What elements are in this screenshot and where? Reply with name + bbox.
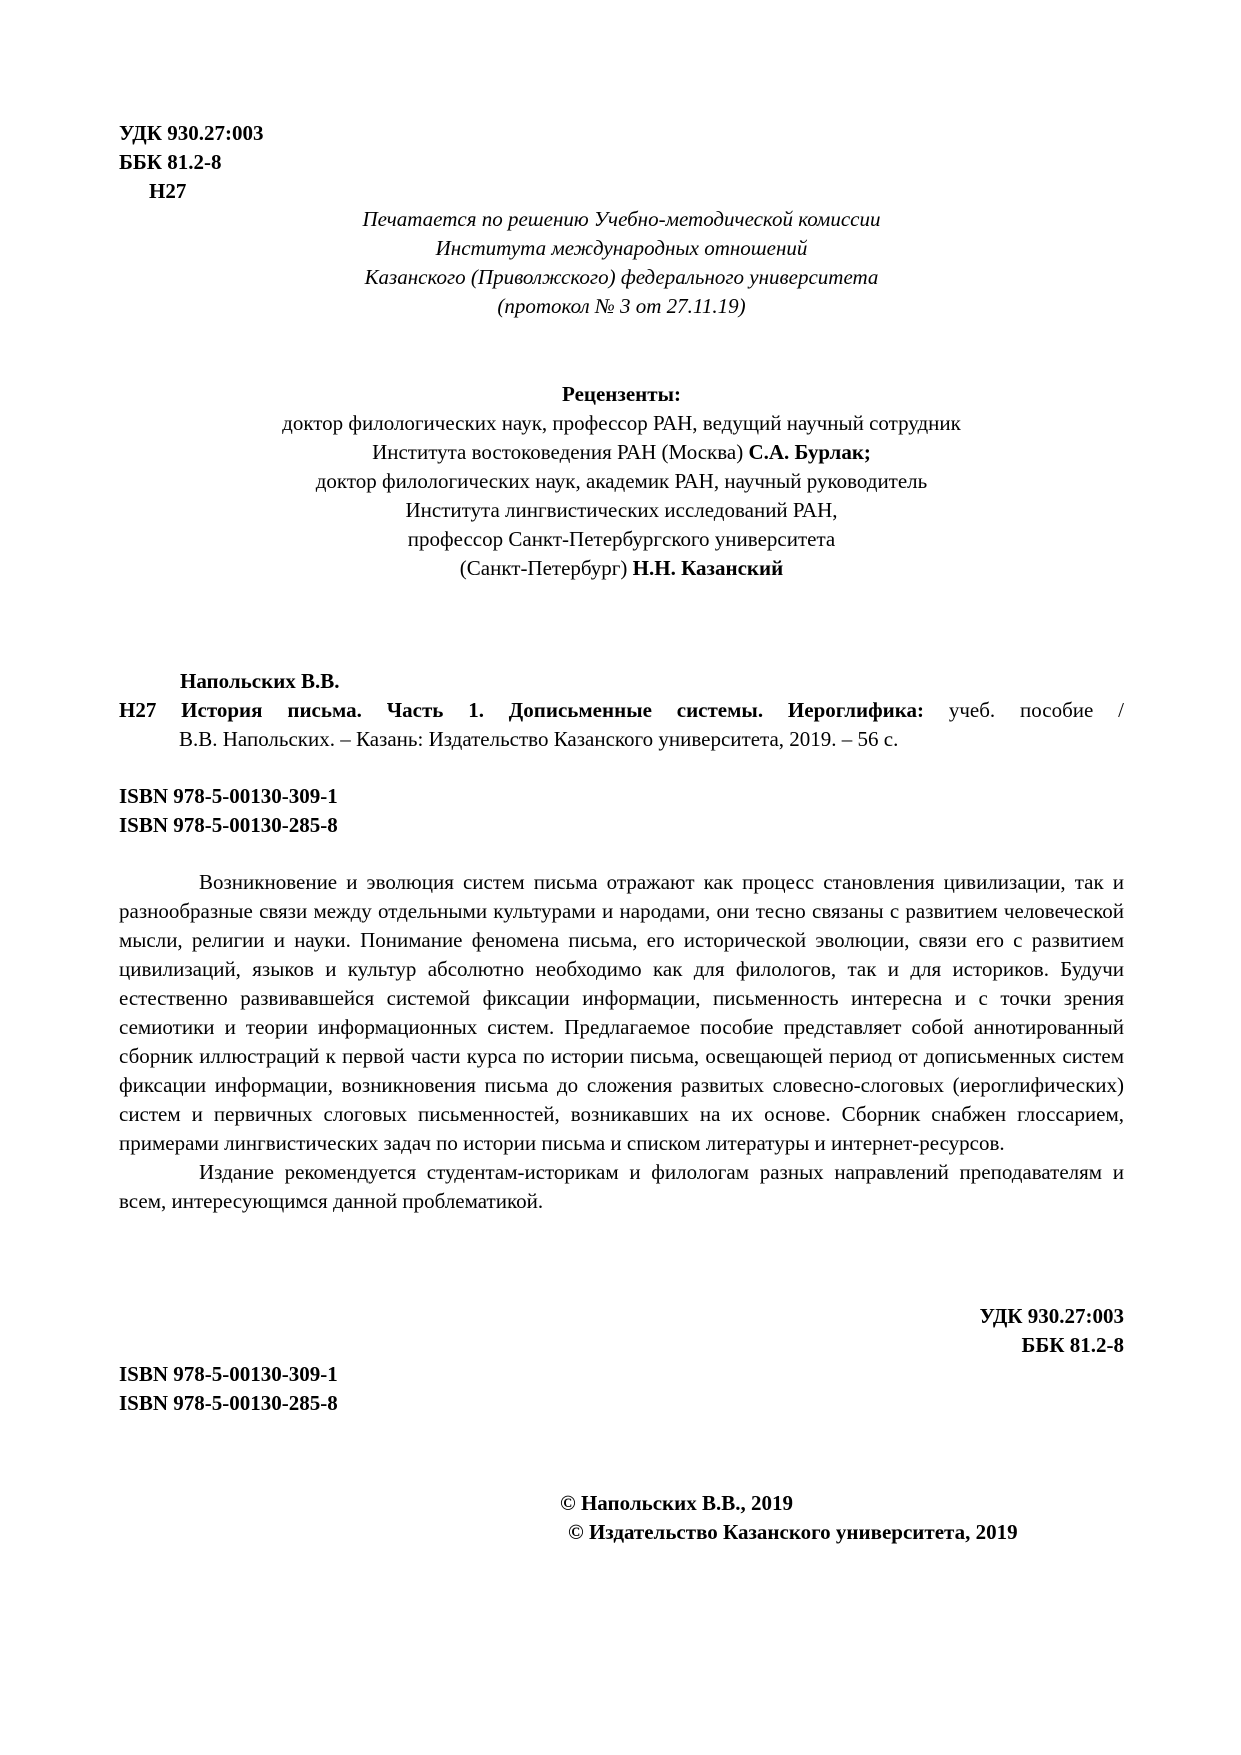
reviewer-line: профессор Санкт-Петербургского университета [407,527,836,551]
bibliographic-record [119,696,1124,754]
isbn-block-bottom [119,1360,619,1418]
reviewer-name: Н.Н. Казанский [632,556,784,580]
reviewer-line [119,438,1124,467]
author-mark: Н27 [149,179,187,203]
classification-top [119,119,519,206]
bbk-code: ББК 81.2-8 [1021,1333,1124,1357]
isbn: ISBN 978-5-00130-309-1 [119,1362,338,1386]
isbn: ISBN 978-5-00130-309-1 [119,784,338,808]
reviewer-name: С.А. Бурлак; [748,440,871,464]
copyright-author: © Напольских В.В., 2019 [560,1491,793,1515]
bbk-code: ББК 81.2-8 [119,150,222,174]
abstract-paragraph: Издание рекомендуется студентам-историкам и филологам разных направлений преподавателям и всем, интересующимся данной проблематикой. [119,1160,1124,1213]
approval-line: Казанского (Приволжского) федерального университета [364,265,879,289]
reviewer-affiliation: Института востоковедения РАН (Москва) [372,440,749,464]
isbn: ISBN 978-5-00130-285-8 [119,1391,338,1415]
record-title: Н27 История письма. Часть 1. Дописьменные системы. Иероглифика: [119,698,925,722]
udk-code: УДК 930.27:003 [119,121,264,145]
reviewer-line [119,554,1124,583]
udk-code: УДК 930.27:003 [979,1304,1124,1328]
copyright [560,1489,1124,1547]
approval-line: Печатается по решению Учебно-методической комиссии [362,207,881,231]
abstract-paragraph: Возникновение и эволюция систем письма отражают как процесс становления цивилизации, так и разнообразные связи между отдельными культурами и народами, они тесно связаны с развитием человеческой мысли, религии и науки. Понимание феномена письма, его исторической эволюции, связи его с развитием цивилизаций, языков и культур абсолютно необходимо как для филологов, так и для историков. Будучи естественно развивавшейся системой фиксации информации, письменность интересна и с точки зрения семиотики и теории информационных систем. Предлагаемое пособие представляет собой аннотированный сборник иллюстраций к первой части курса по истории письма, освещающей период от дописьменных систем фиксации информации, возникновения письма до сложения развитых словесно-слоговых (иероглифических) систем и первичных слоговых письменностей, возникавших на их основе. Сборник снабжен глоссарием, примерами лингвистических задач по истории письма и списком литературы и интернет-ресурсов. [119,870,1124,1155]
reviewer-line: Института лингвистических исследований РАН, [405,498,838,522]
reviewer-affiliation: (Санкт-Петербург) [459,556,633,580]
copyright-publisher: © Издательство Казанского университета, 2019 [568,1520,1018,1544]
isbn-block-top [119,782,619,840]
record-author: Напольских В.В. [180,669,340,693]
reviewer-line: доктор филологических наук, профессор РАН, ведущий научный сотрудник [282,411,961,435]
abstract [119,868,1124,1216]
approval-line: (протокол № 3 от 27.11.19) [497,294,746,318]
record-title-tail: учеб. пособие / [924,698,1125,722]
approval-line: Института международных отношений [435,236,808,260]
classification-bottom [824,1302,1124,1360]
reviewer-line: доктор филологических наук, академик РАН, научный руководитель [315,469,928,493]
isbn: ISBN 978-5-00130-285-8 [119,813,338,837]
record-title-line [119,696,1124,725]
reviewers-heading: Рецензенты: [562,382,681,406]
approval-note [200,205,1043,321]
reviewers-section [119,380,1124,583]
record-imprint: В.В. Напольских. – Казань: Издательство Казанского университета, 2019. – 56 с. [179,727,899,751]
